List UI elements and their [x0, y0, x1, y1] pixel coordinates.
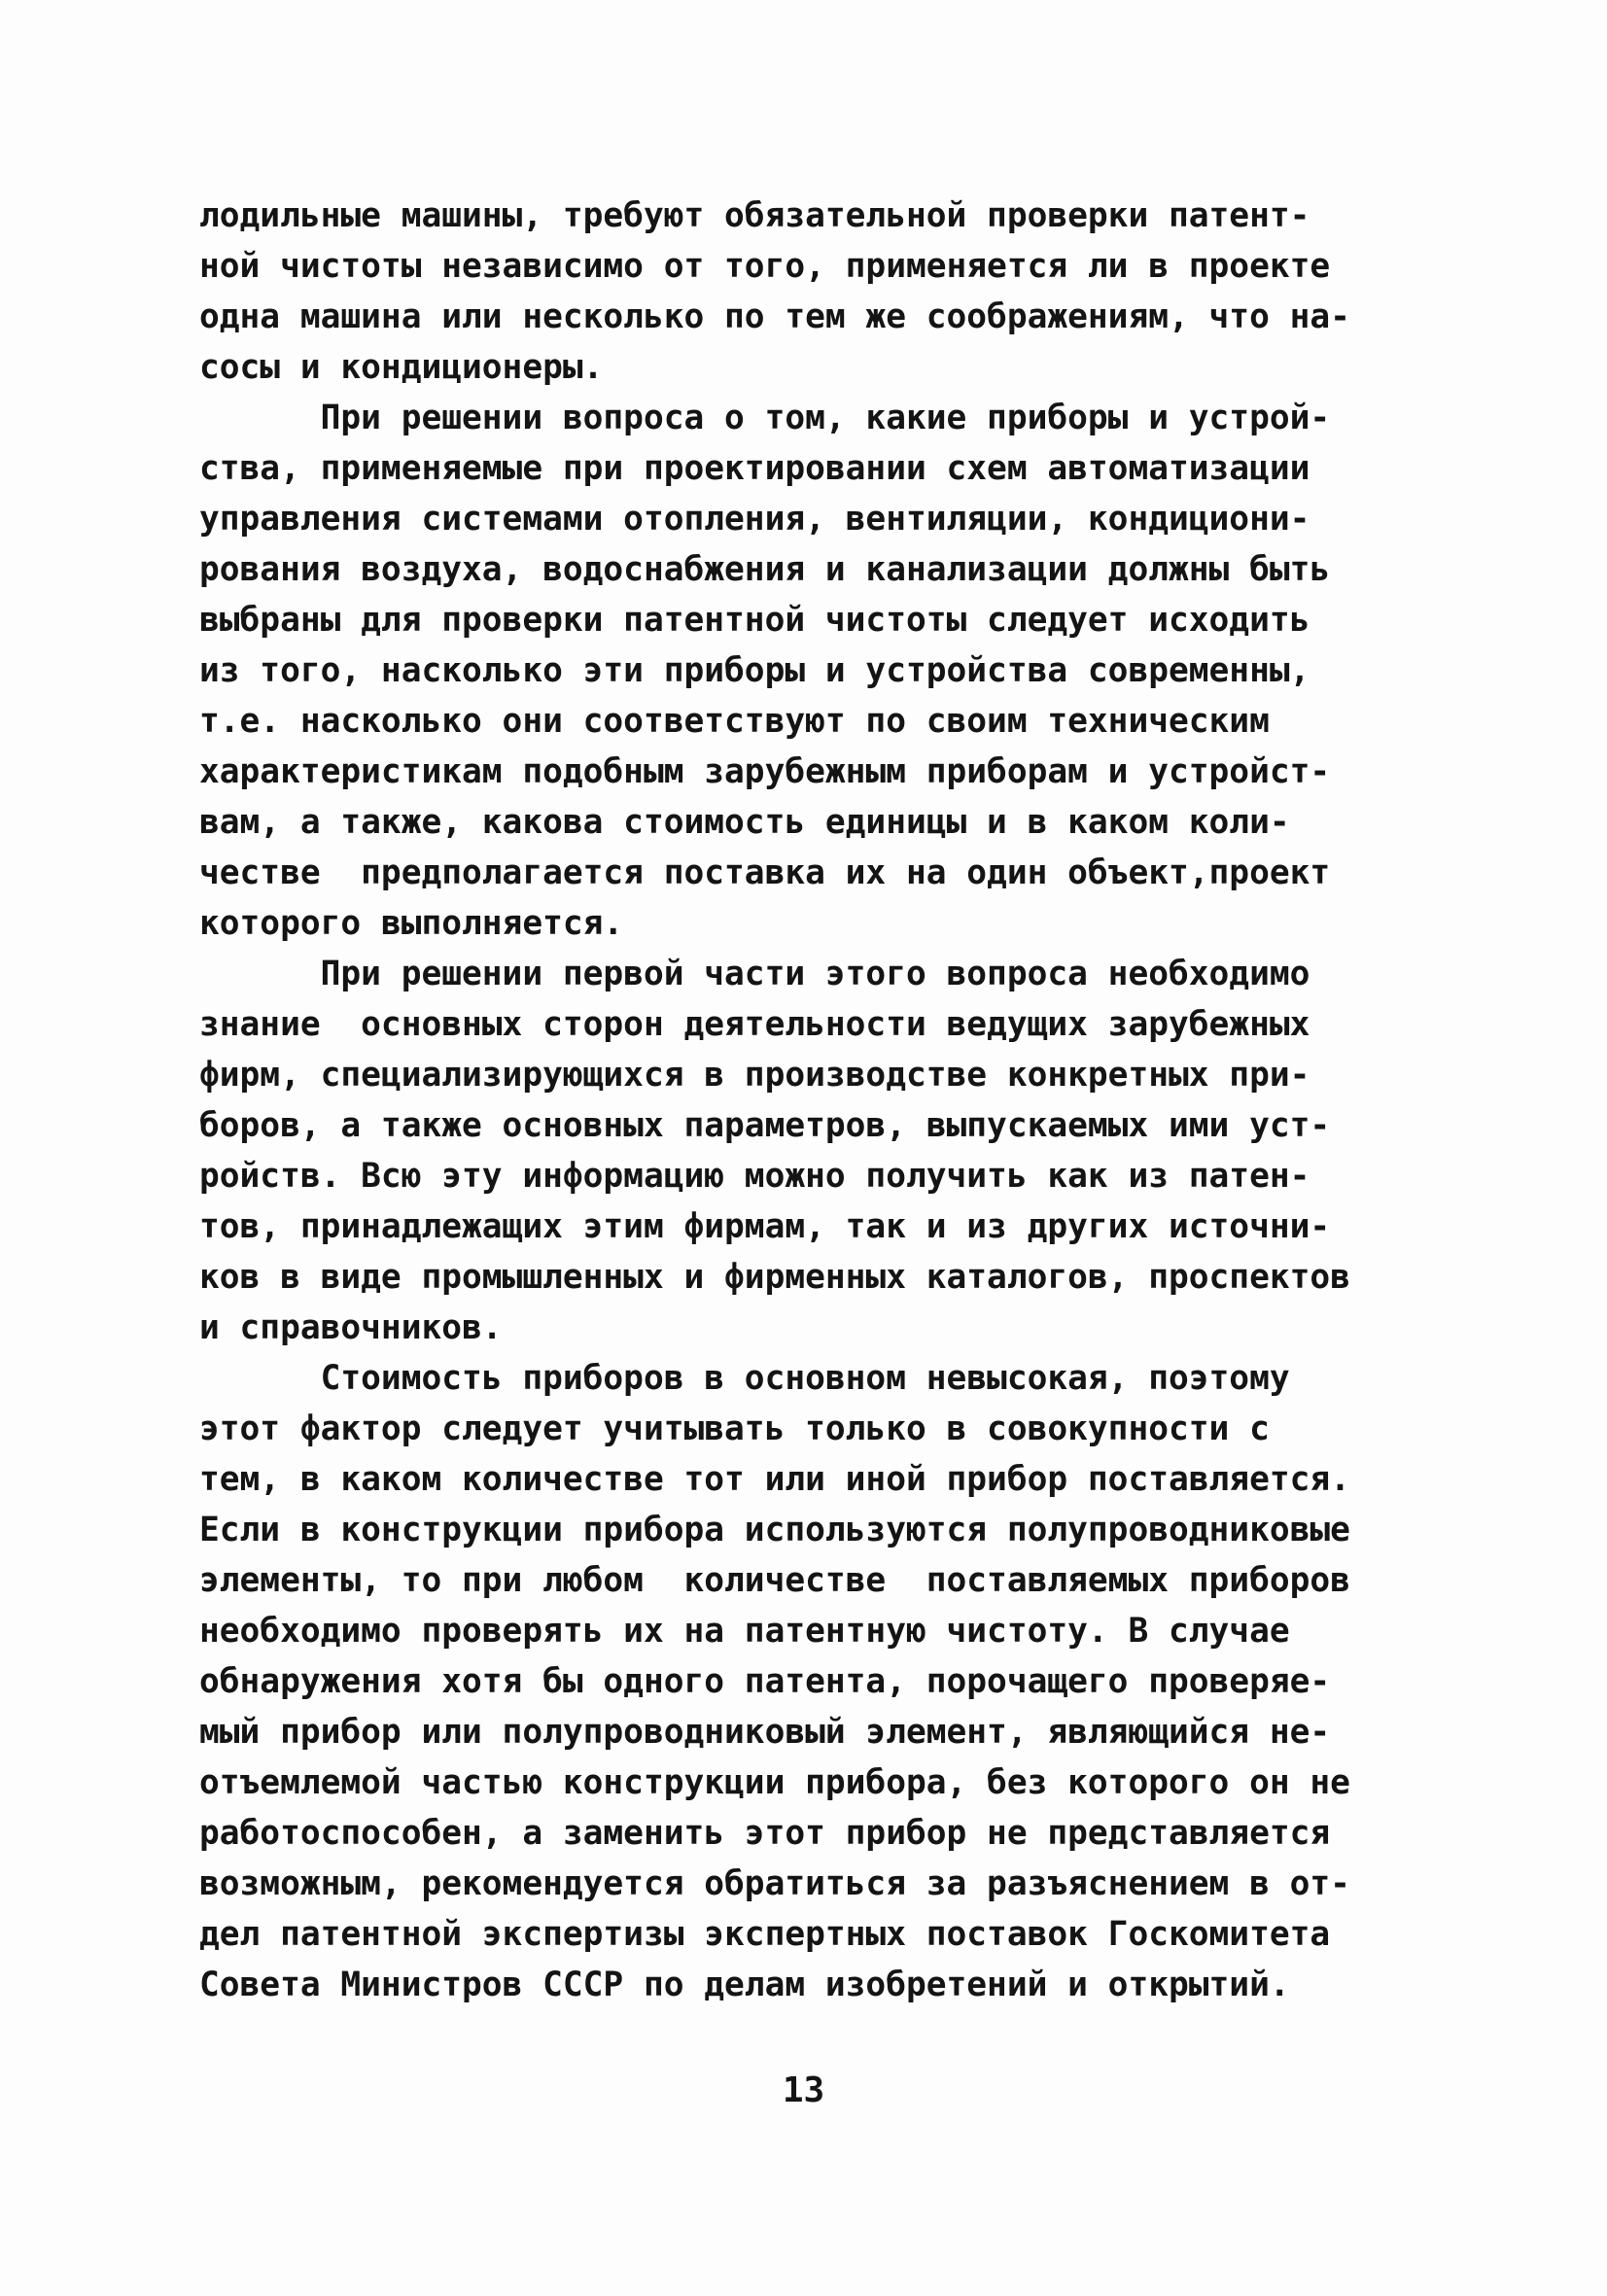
text-line: вам, а также, какова стоимость единицы и в каком коли- — [199, 803, 1290, 842]
text-line: и справочников. — [199, 1308, 503, 1347]
text-line: Стоимость приборов в основном невысокая, поэтому — [199, 1359, 1290, 1398]
text-line: честве предполагается поставка их на один объект,проект — [199, 853, 1331, 892]
text-line: одна машина или несколько по тем же соображениям, что на- — [199, 297, 1350, 336]
text-line: ной чистоты независимо от того, применяется ли в проекте — [199, 247, 1331, 286]
text-line: отъемлемой частью конструкции прибора, без которого он не — [199, 1763, 1350, 1802]
body-text — [199, 191, 1415, 2010]
text-line: которого выполняется. — [199, 904, 624, 943]
text-line: лодильные машины, требуют обязательной проверки патент- — [199, 196, 1310, 235]
text-line: Если в конструкции прибора используются полупроводниковые — [199, 1511, 1350, 1549]
text-line: т.е. насколько они соответствуют по своим техническим — [199, 702, 1270, 741]
page-number: 13 — [782, 2070, 825, 2110]
text-line: ков в виде промышленных и фирменных каталогов, проспектов — [199, 1258, 1350, 1297]
text-line: фирм, специализирующихся в производстве конкретных при- — [199, 1056, 1310, 1095]
text-line: этот фактор следует учитывать только в совокупности с — [199, 1409, 1270, 1448]
text-line: ройств. Всю эту информацию можно получить как из патен- — [199, 1157, 1310, 1196]
text-line: обнаружения хотя бы одного патента, порочащего проверяе- — [199, 1662, 1331, 1701]
text-line: знание основных сторон деятельности ведущих зарубежных — [199, 1005, 1310, 1044]
text-line: элементы, то при любом количестве поставляемых приборов — [199, 1561, 1350, 1600]
text-line: из того, насколько эти приборы и устройства современны, — [199, 651, 1310, 690]
text-line: работоспособен, а заменить этот прибор не представляется — [199, 1814, 1331, 1853]
text-line: При решении вопроса о том, какие приборы и устрой- — [199, 399, 1331, 437]
text-line: управления системами отопления, вентиляции, кондициони- — [199, 500, 1310, 539]
text-line: тов, принадлежащих этим фирмам, так и из других источни- — [199, 1207, 1331, 1246]
text-line: тем, в каком количестве тот или иной прибор поставляется. — [199, 1460, 1350, 1499]
text-line: ства, применяемые при проектировании схем автоматизации — [199, 449, 1310, 488]
text-line: сосы и кондиционеры. — [199, 348, 604, 387]
text-line: рования воздуха, водоснабжения и канализации должны быть — [199, 550, 1331, 589]
text-line: Совета Министров СССР по делам изобретений и открытий. — [199, 1966, 1290, 2004]
text-line: возможным, рекомендуется обратиться за разъяснением в от- — [199, 1864, 1350, 1903]
text-line: выбраны для проверки патентной чистоты следует исходить — [199, 601, 1310, 640]
text-line: необходимо проверять их на патентную чистоту. В случае — [199, 1612, 1290, 1651]
text-line: характеристикам подобным зарубежным приборам и устройст- — [199, 752, 1331, 791]
text-line: дел патентной экспертизы экспертных поставок Госкомитета — [199, 1915, 1331, 1954]
text-line: боров, а также основных параметров, выпускаемых ими уст- — [199, 1106, 1331, 1145]
text-line: мый прибор или полупроводниковый элемент, являющийся не- — [199, 1713, 1331, 1752]
text-line: При решении первой части этого вопроса необходимо — [199, 955, 1310, 993]
